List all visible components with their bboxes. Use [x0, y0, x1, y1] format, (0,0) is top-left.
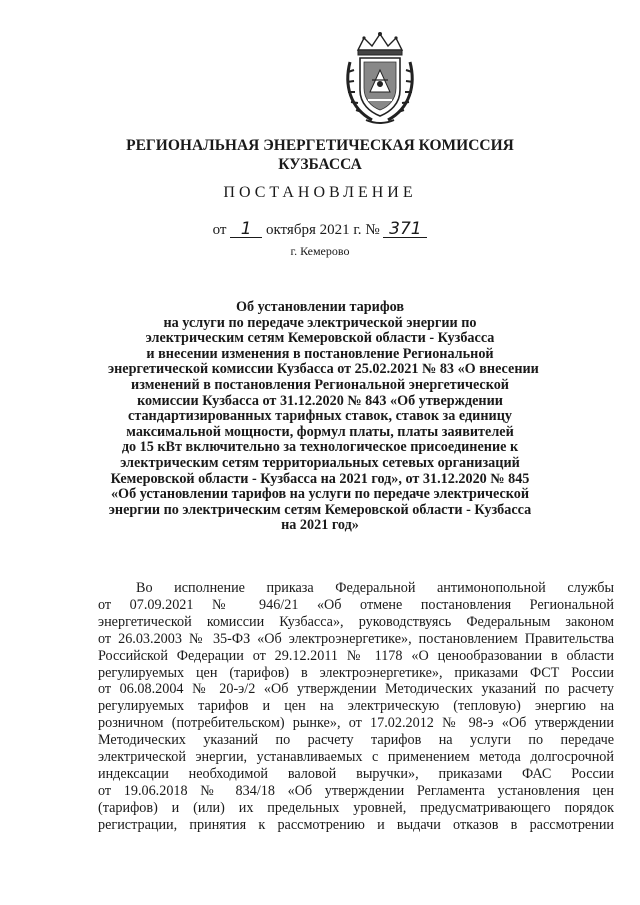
organization-name-line: РЕГИОНАЛЬНАЯ ЭНЕРГЕТИЧЕСКАЯ КОМИССИЯ [126, 137, 514, 154]
title-line: на услуги по передаче электрической энергии по [163, 314, 477, 331]
body-line: Методических указаний по расчету тарифов на услуги по передаче [98, 732, 614, 749]
body-line: Во исполнение приказа Федеральной антимонопольной службы [136, 580, 614, 596]
title-line: энергии по электрическим сетям Кемеровской области - Кузбасса [108, 501, 532, 518]
title-line: на 2021 год» [281, 517, 359, 534]
handwritten-document-number: 371 [383, 222, 427, 238]
body-line: энергетической комиссии Кузбасса», руководствуясь Федеральным законом [98, 613, 614, 630]
title-line: до 15 кВт включительно за технологическое присоединение к [121, 439, 519, 456]
date-prefix: от [212, 222, 227, 238]
document-type: ПОСТАНОВЛЕНИЕ [223, 184, 417, 201]
body-line: регистрации, принятия к рассмотрению и выдачи отказов в рассмотрении [98, 816, 614, 833]
body-line: электрической энергии, устанавливаемых с применением метода долгосрочной [98, 749, 614, 766]
title-line: Об установлении тарифов [235, 299, 405, 315]
title-line: комиссии Кузбасса от 31.12.2020 № 843 «Об утверждении [137, 392, 503, 409]
number-sign: № [365, 222, 380, 238]
body-paragraph [98, 580, 614, 834]
title-line: стандартизированных тарифных ставок, ставок за единицу [128, 408, 512, 425]
body-line: (тарифов) и (или) их предельных уровней, предусматривающего порядок [98, 799, 614, 816]
body-line: розничном (потребительском) рынке», от 17.02.2012 № 98-э «Об утверждении [98, 715, 614, 732]
kuzbass-coat-of-arms-icon [342, 30, 418, 126]
title-line: максимальной мощности, формул платы, платы заявителей [126, 423, 514, 440]
title-line: «Об установлении тарифов на услуги по передаче электрической [110, 486, 530, 503]
title-line: изменений в постановления Региональной энергетической [131, 376, 509, 393]
resolution-title [108, 299, 539, 534]
date-number-line [0, 219, 640, 239]
body-line: от 06.08.2004 № 20-э/2 «Об утверждении Методических указаний по расчету [98, 681, 614, 698]
title-line: и внесении изменения в постановление Региональной [146, 345, 494, 362]
title-line: электрическим сетям территориальных сетевых организаций [120, 454, 520, 471]
title-line: электрическим сетям Кемеровской области - Кузбасса [145, 330, 495, 347]
title-line: Кемеровской области - Кузбасса на 2021 год», от 31.12.2020 № 845 [110, 470, 530, 487]
title-line: энергетической комиссии Кузбасса от 25.02.2021 № 83 «О внесении [108, 361, 539, 378]
body-line: регулируемых тарифов и цен на электрическую (тепловую) энергию на [98, 698, 614, 715]
body-line: индексации необходимой валовой выручки», приказами ФАС России [98, 765, 614, 782]
organization-name-line: КУЗБАССА [278, 156, 362, 173]
date-month-year: октября 2021 г. [265, 222, 362, 238]
body-line: от 19.06.2018 № 834/18 «Об утверждении Регламента установления цен [98, 782, 614, 799]
organization-name [0, 136, 640, 174]
handwritten-day: 1 [230, 222, 262, 238]
body-line: от 26.03.2003 № 35-ФЗ «Об электроэнергетике», постановлением Правительства [98, 630, 614, 647]
city: г. Кемерово [290, 244, 350, 258]
body-line: от 07.09.2021 № 946/21 «Об отмене постановления Региональной [98, 596, 614, 613]
body-line: Российской Федерации от 29.12.2011 № 1178 «О ценообразовании в области [98, 647, 614, 664]
body-line: регулируемых цен (тарифов) в электроэнергетике», приказами ФСТ России [98, 664, 614, 681]
